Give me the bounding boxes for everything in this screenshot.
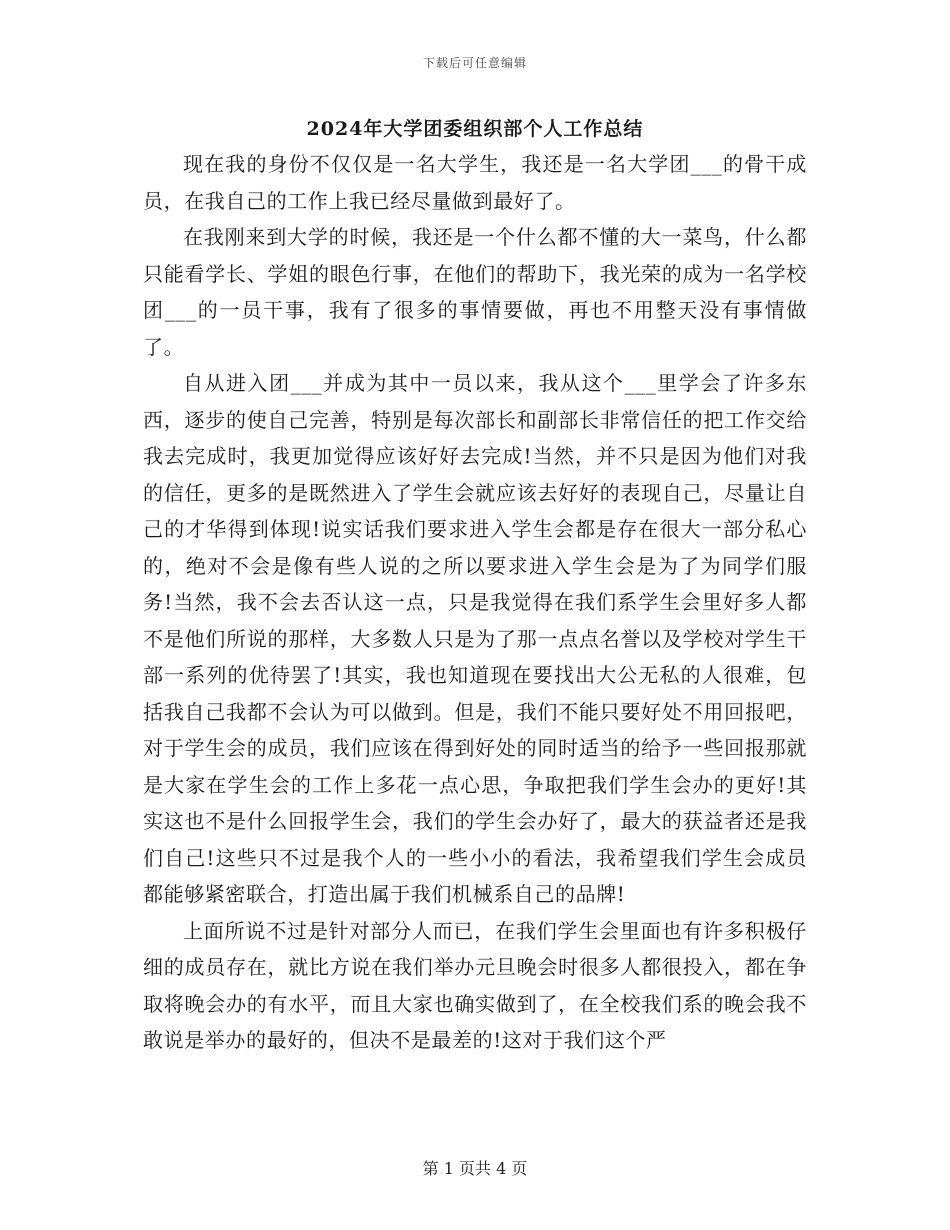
header-note: 下载后可任意编辑 [422, 56, 527, 70]
paragraph-1: 现在我的身份不仅仅是一名大学生，我还是一名大学团___的骨干成员，在我自己的工作上我已经尽量做到最好了。 [143, 152, 807, 213]
document-body [143, 146, 807, 1059]
paragraph-2: 在我刚来到大学的时候，我还是一个什么都不懂的大一菜鸟，什么都只能看学长、学姐的眼色行事，在他们的帮助下，我光荣的成为一名学校团___的一员干事，我有了很多的事情要做，再也不用整天没有事情做了。 [143, 225, 807, 359]
page-footer: 第 1 页共 4 页 [422, 1159, 528, 1178]
paragraph-4: 上面所说不过是针对部分人而已，在我们学生会里面也有许多积极仔细的成员存在，就比方说在我们举办元旦晚会时很多人都很投入，都在争取将晚会办的有水平，而且大家也确实做到了，在全校我们系的晚会我不敢说是举办的最好的，但决不是最差的!这对于我们这个严 [143, 918, 807, 1052]
document-title: 2024年大学团委组织部个人工作总结 [306, 118, 644, 140]
paragraph-3: 自从进入团___并成为其中一员以来，我从这个___里学会了许多东西，逐步的使自己完善，特别是每次部长和副部长非常信任的把工作交给我去完成时，我更加觉得应该好好去完成!当然，并不只是因为他们对我的信任，更多的是既然进入了学生会就应该去好好的表现自己，尽量让自己的才华得到体现!说实话我们要求进入学生会都是存在很大一部分私心的，绝对不会是像有些人说的之所以要求进入学生会是为了为同学们服务!当然，我不会去否认这一点，只是我觉得在我们系学生会里好多人都不是他们所说的那样，大多数人只是为了那一点点名誉以及学校对学生干部一系列的优待罢了!其实，我也知道现在要找出大公无私的人很难，包括我自己我都不会认为可以做到。但是，我们不能只要好处不用回报吧，对于学生会的成员，我们应该在得到好处的同时适当的给予一些回报那就是大家在学生会的工作上多花一点心思，争取把我们学生会办的更好!其实这也不是什么回报学生会，我们的学生会办好了，最大的获益者还是我们自己!这些只不过是我个人的一些小小的看法，我希望我们学生会成员都能够紧密联合，打造出属于我们机械系自己的品牌! [143, 371, 807, 906]
